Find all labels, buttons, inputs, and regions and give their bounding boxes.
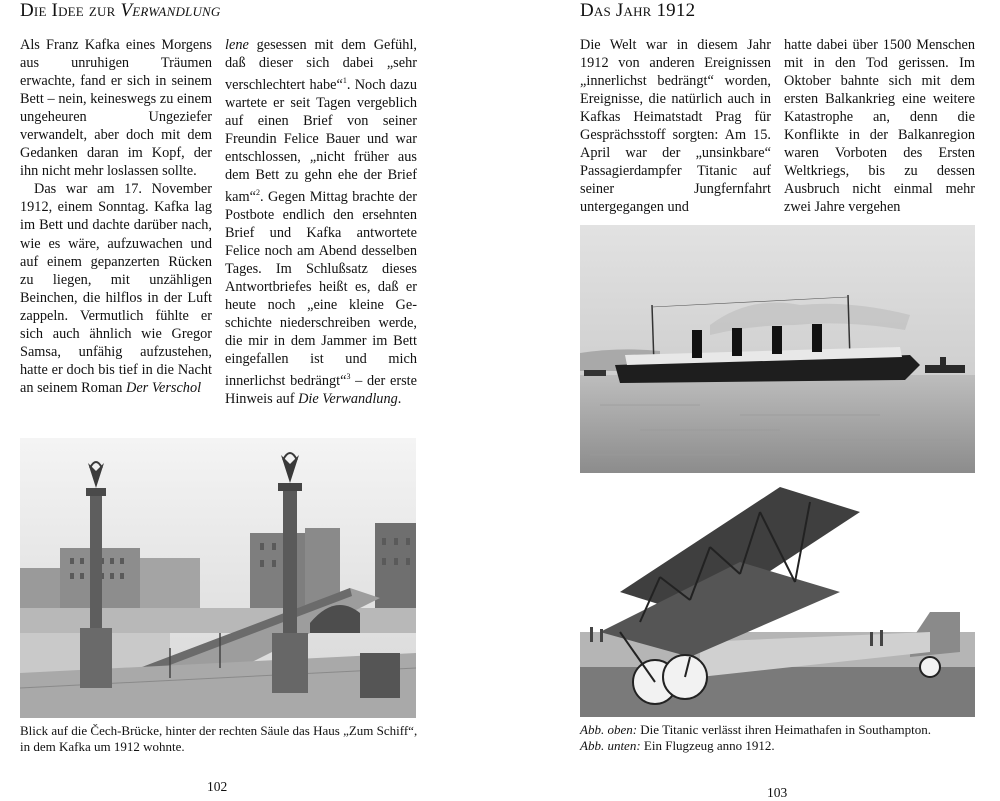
titanic-illustration [580,225,975,473]
caption-bottom-text: Ein Flugzeug anno 1912. [640,738,775,753]
paragraph-5: hatte dabei über 1500 Menschen mit in den Tod gerissen. Im Oktober bahnte sich mit dem ersten Balkankrieg eine weitere Katastrophe an, denn die Konflikte in der Balkanregion waren Vorboten des Ersten Weltkriegs, bis zu dessen Ausbruch nicht einmal mehr zwei Jahre vergehen [784,37,975,216]
left-page [0,0,500,800]
paragraph-4: Die Welt war in diesem Jahr 1912 von anderen Ereignissen „innerlichst bedrängt“ worden, Ereignisse, die natürlich auch in Kafkas Heimatstadt Prag für Gesprächsstoff sorgten: Am 15. April war der „unsinkbare“ Passagierdampfer Titanic auf seiner Jungfernfahrt untergegangen und [580,37,771,216]
running-head-left [20,0,221,22]
page-number-left: 102 [207,779,228,794]
caption-top [580,722,980,738]
paragraph-3-text-3: . Gegen Mittag brachte der Postbote endlich den ersehnten Brief und Kafka antwortete Felice noch am Abend desselben Tages. Im Schlußsatz dieses Antwortbriefes heißt es, daß er heute noch „eine kleine Geschichte niederschreiben werde, die mir in dem Jammer im Bett eingefallen ist und mich innerlichst bedrängt“ [225,188,417,390]
airplane-photo [580,482,975,717]
running-head-right: Das Jahr 1912 [580,0,696,21]
bridge-photo [20,438,416,718]
footnote-marker-2: 2 [255,188,260,198]
paragraph-2-text: Das war am 17. November 1912, einem Sonntag. Kafka lag im Bett und dachte darüber nach, wie es wäre, aufzuwachen und auf einem gepanzerten Rücken zu liegen, mit unzähligen Beinchen, die hilflos in der Luft zappeln. Vermutlich fühlte er sich auch ähnlich wie Gregor Samsa, unfähig aufzustehen, hatte er doch bis tief in die Nacht an seinem Roman [20,181,212,396]
caption-bottom-label: Abb. unten: [580,738,641,753]
footnote-marker-3: 3 [346,372,351,382]
right-page [500,0,1000,800]
italic-die-verwandlung: Die Verwandlung [298,391,398,408]
paragraph-2-italic: Der Verschol [126,379,202,396]
paragraph-2 [20,180,212,397]
paragraph-3-text-1: gesessen mit dem Gefühl, daß dieser sich dabei „sehr verschlechtert habe“ [225,37,417,93]
paragraph-3-text-5: . [397,391,402,408]
paragraph-3-text-2: . Noch dazu wartete er seit Tagen vergeblich auf einen Brief von seiner Freundin Felice Bauer und war entschlossen, „nicht früher aus dem Bett zu gehn ehe der Brief kam“ [225,76,417,205]
paragraph-1: Als Franz Kafka eines Morgens aus unruhigen Träumen erwachte, fand er sich in seinem Bett – nein, keineswegs zu einem ungeheuren Ungeziefer verwandelt, aber doch mit dem Gedanken daran im Kopf, der ihn nicht mehr loslassen sollte. [20,37,212,180]
page-number-right: 103 [767,785,788,800]
right-photo-captions [580,722,980,754]
airplane-illustration [580,482,975,717]
titanic-photo [580,225,975,473]
running-head-left-italic: Verwandlung [120,0,221,21]
italic-lene: lene [225,37,249,53]
paragraph-3 [225,36,417,408]
right-text-column-1 [580,36,771,216]
caption-top-label: Abb. oben: [580,722,638,737]
bridge-illustration [20,438,416,718]
right-text-column-2 [784,36,975,216]
footnote-marker-1: 1 [342,76,347,86]
bridge-photo-caption: Blick auf die Čech-Brücke, hinter der rechten Säule das Haus „Zum Schiff“, in dem Kafka um 1912 wohnte. [20,723,418,754]
running-head-left-plain: Die Idee zur [20,0,121,21]
left-text-column-1 [20,36,212,397]
caption-bottom [580,738,980,754]
left-text-column-2 [225,36,417,408]
caption-top-text: Die Titanic verlässt ihren Heimathafen in Southampton. [637,722,931,737]
paragraph-3-text-4: – der erste Hinweis auf [225,373,417,408]
